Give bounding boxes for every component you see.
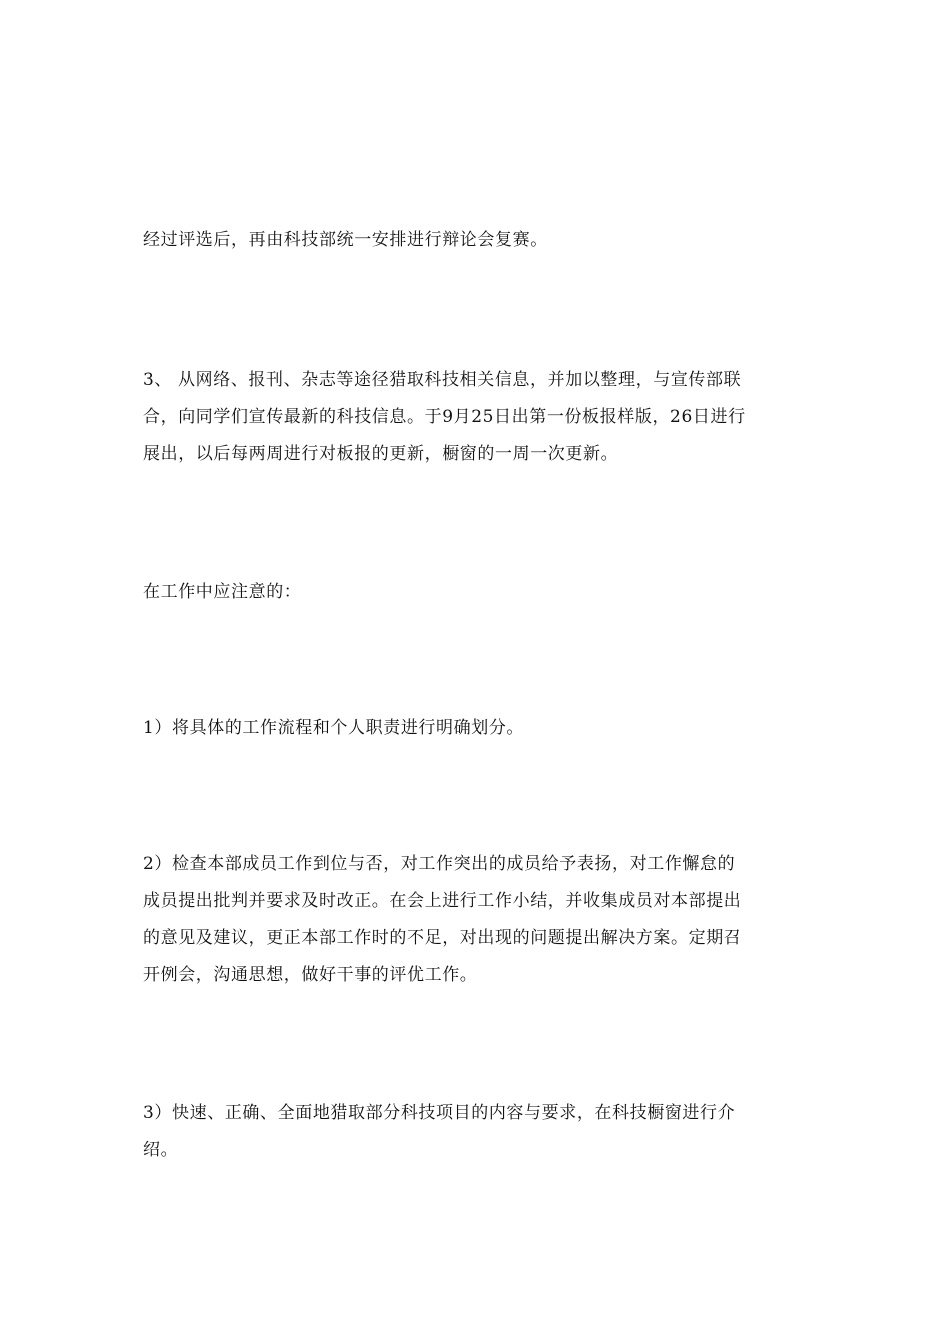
paragraph-note-2 [143, 846, 803, 994]
paragraph-notes-heading [143, 574, 803, 611]
paragraph-line: 展出，以后每两周进行对板报的更新，橱窗的一周一次更新。 [143, 444, 619, 464]
paragraph-line: 成员提出批判并要求及时改正。在会上进行工作小结，并收集成员对本部提出 [143, 891, 742, 911]
paragraph-line: 3、 从网络、报刊、杂志等途径猎取科技相关信息，并加以整理，与宣传部联 [143, 370, 742, 390]
paragraph-line: 2）检查本部成员工作到位与否，对工作突出的成员给予表扬，对工作懈怠的 [143, 854, 736, 874]
paragraph-line: 合，向同学们宣传最新的科技信息。于9月25日出第一份板报样版，26日进行 [143, 407, 746, 427]
paragraph-note-3 [143, 1095, 803, 1169]
paragraph-line: 1）将具体的工作流程和个人职责进行明确划分。 [143, 718, 525, 738]
paragraph-line: 经过评选后，再由科技部统一安排进行辩论会复赛。 [143, 230, 548, 250]
paragraph-line: 的意见及建议，更正本部工作时的不足，对出现的问题提出解决方案。定期召 [143, 928, 742, 948]
paragraph-note-1 [143, 710, 803, 747]
paragraph-item-3-info-gathering [143, 362, 803, 473]
paragraph-line: 开例会，沟通思想，做好干事的评优工作。 [143, 965, 478, 985]
paragraph-line: 绍。 [143, 1140, 179, 1160]
paragraph-line: 3）快速、正确、全面地猎取部分科技项目的内容与要求，在科技橱窗进行介 [143, 1103, 736, 1123]
paragraph-debate-review [143, 222, 803, 259]
paragraph-line: 在工作中应注意的： [143, 582, 302, 602]
